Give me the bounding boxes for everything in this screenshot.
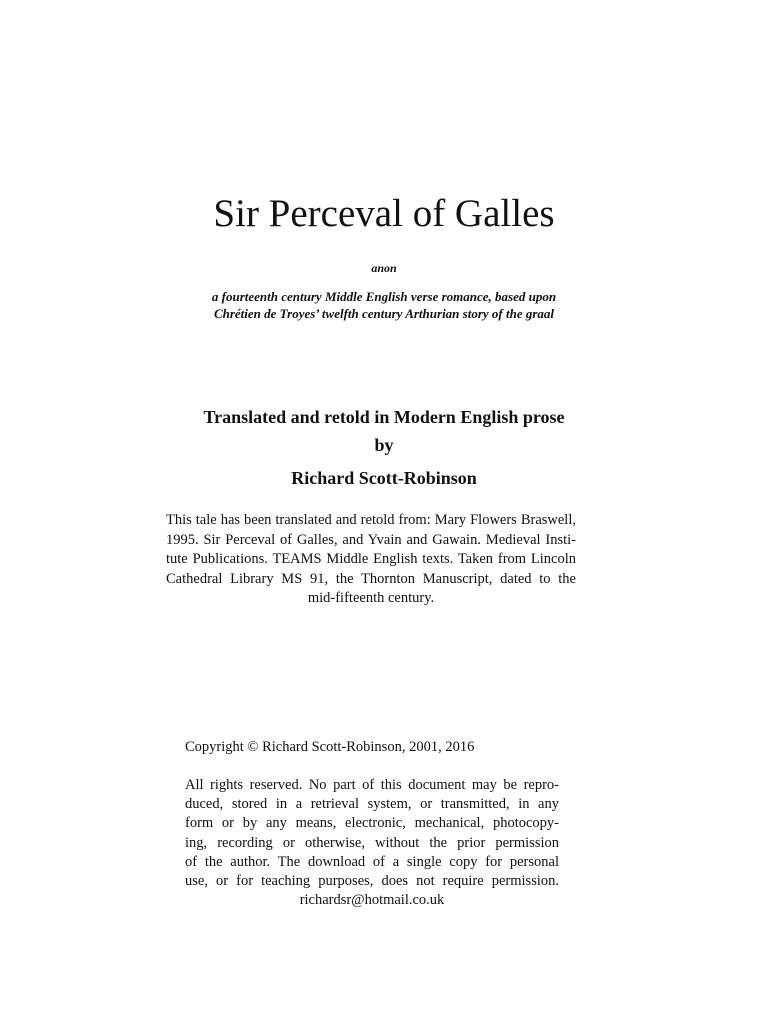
rights-line: use, or for teaching purposes, does not require permission. xyxy=(185,873,559,890)
rights-line: duced, stored in a retrieval system, or transmitted, in any xyxy=(185,796,559,813)
copyright-notice: Copyright © Richard Scott-Robinson, 2001, 2016 xyxy=(185,739,475,755)
subtitle-line: a fourteenth century Middle English verse romance, based upon xyxy=(211,289,557,304)
rights-line: ing, recording or otherwise, without the prior permission xyxy=(185,834,559,851)
contact-email[interactable]: richardsr@hotmail.co.uk xyxy=(299,892,445,909)
translated-by: by xyxy=(374,435,394,455)
translator-name: Richard Scott-Robinson xyxy=(291,468,477,488)
rights-line: All rights reserved. No part of this document may be repro- xyxy=(185,777,559,793)
source-line: mid-fifteenth century. xyxy=(307,590,435,606)
rights-line: of the author. The download of a single copy for personal xyxy=(185,853,559,870)
source-line: tute Publications. TEAMS Middle English texts. Taken from Lincoln xyxy=(166,551,576,567)
document-title: Sir Perceval of Galles xyxy=(213,192,555,235)
subtitle xyxy=(184,288,584,322)
source-line: 1995. Sir Perceval of Galles, and Yvain and Gawain. Medieval Insti- xyxy=(166,531,576,548)
subtitle-line: Chrétien de Troyes’ twelfth century Arthurian story of the graal xyxy=(213,306,555,321)
source-line: Cathedral Library MS 91, the Thornton Manuscript, dated to the xyxy=(166,570,576,587)
rights-paragraph xyxy=(185,776,559,910)
translated-line: Translated and retold in Modern English prose xyxy=(203,407,565,427)
rights-line: form or by any means, electronic, mechanical, photocopy- xyxy=(185,815,559,832)
source-line: This tale has been translated and retold from: Mary Flowers Braswell, xyxy=(166,512,576,528)
source-paragraph xyxy=(166,511,576,609)
translated-heading xyxy=(0,403,768,459)
author-line: anon xyxy=(371,261,397,275)
